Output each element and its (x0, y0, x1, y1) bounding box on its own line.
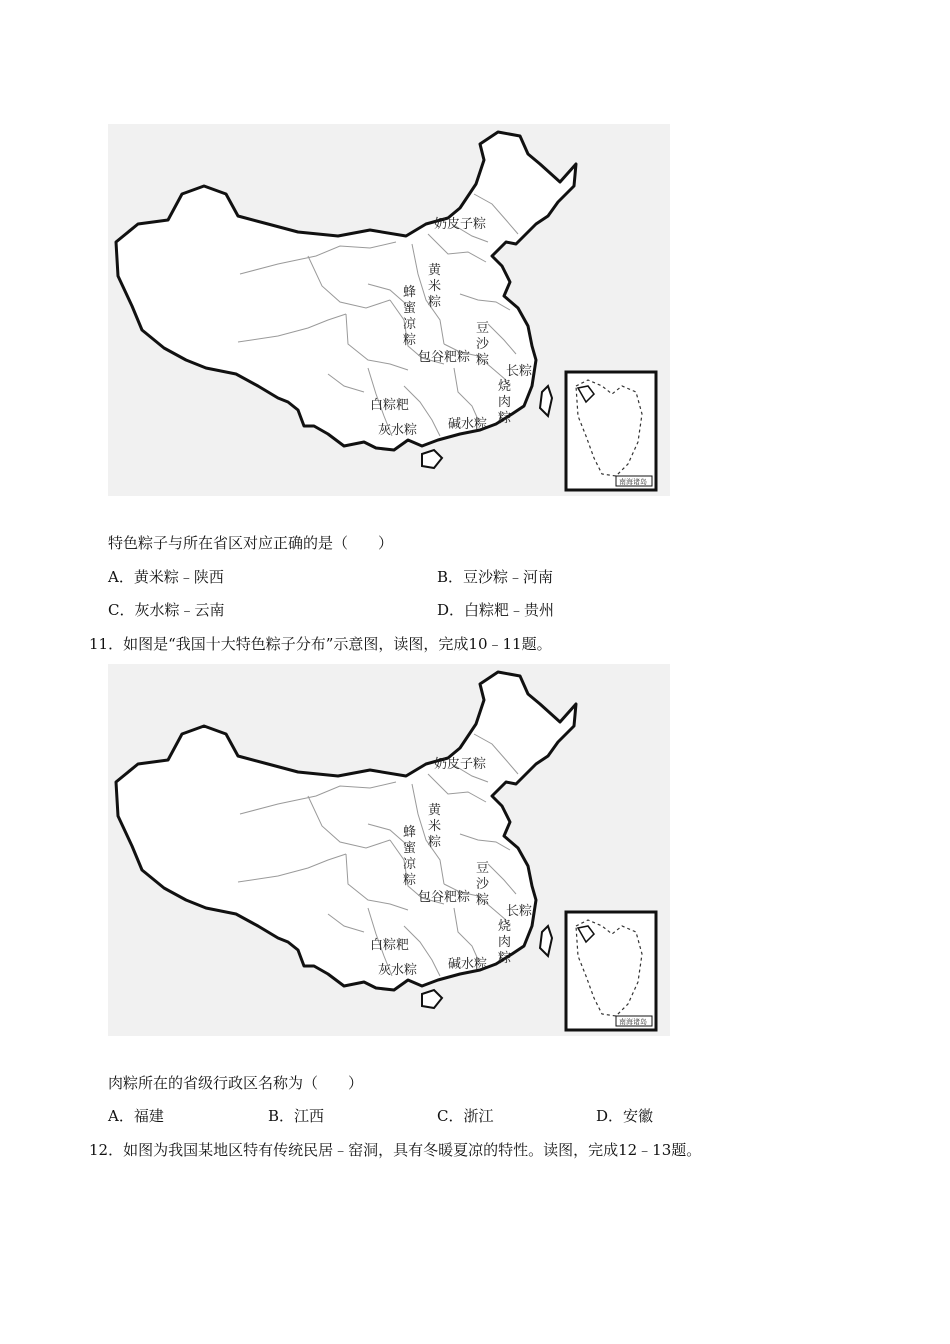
option-letter: D． (437, 601, 465, 619)
option-text: 江西 (294, 1107, 325, 1125)
label-naipizi: 奶皮子粽 (434, 217, 487, 232)
label-dousha: 豆 沙 粽 (476, 861, 490, 908)
q11-option-d[interactable] (596, 1106, 653, 1126)
q11-stem: 肉粽所在的省级行政区名称为（ ） (108, 1074, 364, 1092)
label-baizongba: 白粽粑 (370, 398, 410, 413)
label-baogu: 包谷粑粽 (418, 890, 471, 905)
q10-option-c[interactable] (108, 600, 225, 620)
option-text: 福建 (133, 1107, 164, 1125)
label-jianshui: 碱水粽 (448, 417, 488, 432)
label-huishui: 灰水粽 (378, 963, 418, 978)
q10-stem: 特色粽子与所在省区对应正确的是（ ） (108, 534, 394, 552)
label-dousha: 豆 沙 粽 (476, 321, 490, 368)
q10-option-a[interactable] (108, 567, 224, 587)
taiwan-island (540, 926, 552, 956)
label-naipizi: 奶皮子粽 (434, 757, 487, 772)
label-huangmi: 黄 米 粽 (428, 803, 442, 850)
hainan-island (422, 990, 442, 1008)
option-text: 安徽 (623, 1107, 654, 1125)
inset-caption: 南海诸岛 (619, 478, 647, 486)
q11-option-a[interactable] (108, 1106, 164, 1126)
q10-option-d[interactable] (437, 600, 554, 620)
option-letter: C． (108, 601, 135, 619)
option-text: 白粽粑﹣贵州 (464, 601, 555, 619)
label-chang: 长粽 (506, 364, 533, 379)
label-fengmi: 蜂 蜜 凉 粽 (403, 825, 417, 888)
map-figure-2 (108, 664, 670, 1036)
label-baizongba: 白粽粑 (370, 938, 410, 953)
q11-intro: 11．如图是“我国十大特色粽子分布”示意图，读图，完成10﹣11题。 (89, 635, 552, 653)
south-china-sea-inset (566, 912, 656, 1030)
hainan-island (422, 450, 442, 468)
label-rou: 烧 肉 粽 (498, 919, 512, 966)
label-huangmi: 黄 米 粽 (428, 263, 442, 310)
map-figure-1 (108, 124, 670, 496)
option-text: 豆沙粽﹣河南 (463, 568, 554, 586)
inset-caption: 南海诸岛 (619, 1018, 647, 1026)
label-chang: 长粽 (506, 904, 533, 919)
label-rou: 烧 肉 粽 (498, 379, 512, 426)
q11-option-b[interactable] (268, 1106, 324, 1126)
q11-option-c[interactable] (437, 1106, 494, 1126)
label-baogu: 包谷粑粽 (418, 350, 471, 365)
label-fengmi: 蜂 蜜 凉 粽 (403, 285, 417, 348)
label-huishui: 灰水粽 (378, 423, 418, 438)
option-text: 灰水粽﹣云南 (134, 601, 225, 619)
label-jianshui: 碱水粽 (448, 957, 488, 972)
taiwan-island (540, 386, 552, 416)
option-letter: A． (108, 1107, 134, 1125)
option-letter: C． (437, 1107, 464, 1125)
option-letter: B． (437, 568, 464, 586)
q10-option-b[interactable] (437, 567, 553, 587)
option-text: 黄米粽﹣陕西 (133, 568, 224, 586)
option-letter: D． (596, 1107, 624, 1125)
option-letter: A． (108, 568, 134, 586)
q12-intro: 12．如图为我国某地区特有传统民居﹣窑洞，具有冬暖夏凉的特性。读图，完成12﹣13题。 (89, 1141, 702, 1159)
option-letter: B． (268, 1107, 295, 1125)
option-text: 浙江 (463, 1107, 494, 1125)
south-china-sea-inset (566, 372, 656, 490)
